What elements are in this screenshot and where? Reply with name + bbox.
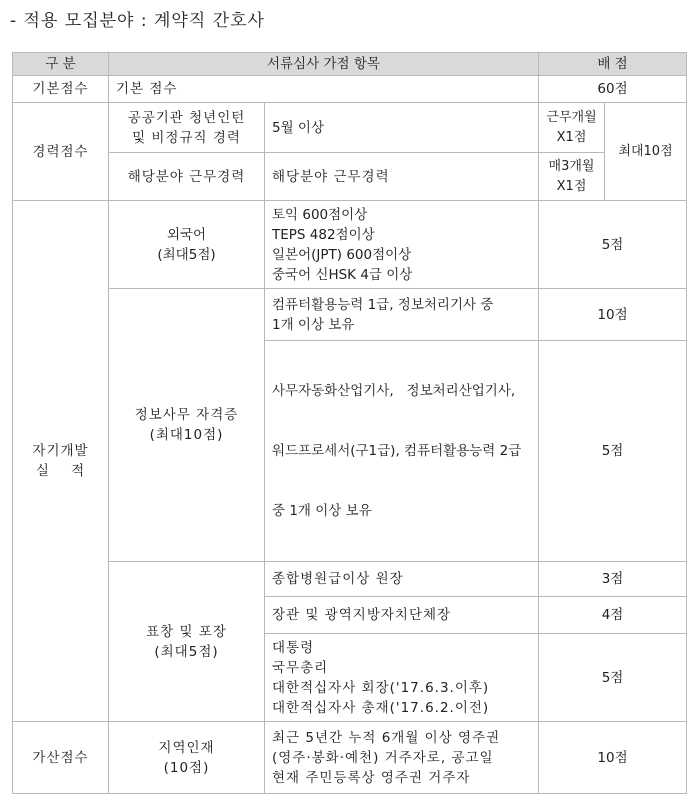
category-line: 실 적 [35, 463, 86, 479]
points-career-intern [539, 103, 605, 153]
item-line: 중 1개 이상 보유 [272, 503, 372, 519]
points-it-cert-1: 10점 [539, 289, 687, 341]
points-line: 근무개월 [546, 109, 597, 125]
sub-line: 공공기관 청년인턴 [127, 109, 246, 126]
sub-line: 외국어 [166, 226, 207, 243]
item-language [265, 201, 539, 289]
points-career-field [539, 153, 605, 201]
table-row [13, 153, 687, 201]
document-title: - 적용 모집분야 : 계약직 간호사 [10, 11, 265, 31]
points-career-max: 최대10점 [605, 103, 687, 201]
table-row [13, 201, 687, 289]
points-language: 5점 [539, 201, 687, 289]
scoring-table [12, 52, 687, 794]
header-category: 구 분 [13, 53, 109, 76]
sub-line: 표창 및 포장 [146, 623, 227, 640]
table-row [13, 562, 687, 597]
item-it-cert-1 [265, 289, 539, 341]
category-self-dev [13, 201, 109, 722]
sub-line: (10점) [163, 759, 210, 776]
item-line: 국무총리 [272, 659, 329, 676]
item-awards-1: 종합병원급이상 원장 [265, 562, 539, 597]
item-basic: 기본 점수 [109, 76, 539, 103]
item-line: 최근 5년간 누적 6개월 이상 영주권 [272, 729, 501, 746]
category-basic: 기본점수 [13, 76, 109, 103]
item-line: (영주·봉화·예천) 거주자로, 공고일 [272, 749, 494, 766]
category-bonus: 가산점수 [13, 722, 109, 794]
item-line: 워드프로세서(구1급), 컴퓨터활용능력 2급 [272, 443, 522, 459]
points-line: X1점 [556, 129, 587, 145]
points-line: X1점 [556, 178, 587, 194]
header-points: 배 점 [539, 53, 687, 76]
item-awards-3 [265, 634, 539, 722]
category-career: 경력점수 [13, 103, 109, 201]
table-row [13, 76, 687, 103]
points-basic: 60점 [539, 76, 687, 103]
table-row [13, 722, 687, 794]
item-line: TEPS 482점이상 [272, 226, 375, 243]
header-items: 서류심사 가점 항목 [109, 53, 539, 76]
table-row [13, 103, 687, 153]
points-awards-3: 5점 [539, 634, 687, 722]
item-line: 대한적십자사 총재('17.6.2.이전) [272, 699, 490, 716]
item-line: 토익 600점이상 [272, 206, 368, 223]
sub-line: 및 비정규직 경력 [132, 129, 241, 146]
table-row [13, 289, 687, 341]
item-awards-2: 장관 및 광역지방자치단체장 [265, 597, 539, 634]
sub-bonus [109, 722, 265, 794]
item-it-cert-2 [265, 341, 539, 562]
item-line: 대통령 [272, 639, 315, 656]
points-awards-1: 3점 [539, 562, 687, 597]
category-line: 자기개발 [32, 443, 89, 459]
points-bonus: 10점 [539, 722, 687, 794]
points-line: 매3개월 [548, 158, 595, 174]
item-line: 사무자동화산업기사, 정보처리산업기사, [272, 383, 516, 399]
sub-line: (최대5점) [157, 246, 216, 263]
sub-career-intern [109, 103, 265, 153]
item-line: 대한적십자사 회장('17.6.3.이후) [272, 679, 490, 696]
item-career-intern: 5월 이상 [265, 103, 539, 153]
points-it-cert-2: 5점 [539, 341, 687, 562]
sub-line: (최대10점) [149, 427, 224, 443]
sub-awards [109, 562, 265, 722]
item-career-field: 해당분야 근무경력 [265, 153, 539, 201]
table-header-row [13, 53, 687, 76]
sub-career-field: 해당분야 근무경력 [109, 153, 265, 201]
sub-line: (최대5점) [154, 643, 219, 660]
item-line: 컴퓨터활용능력 1급, 정보처리기사 중 [272, 296, 494, 313]
sub-line: 지역인재 [158, 739, 215, 756]
sub-it-cert [109, 289, 265, 562]
item-line: 1개 이상 보유 [272, 316, 355, 333]
points-awards-2: 4점 [539, 597, 687, 634]
sub-line: 정보사무 자격증 [134, 407, 239, 423]
item-line: 중국어 신HSK 4급 이상 [272, 266, 413, 283]
item-line: 일본어(JPT) 600점이상 [272, 246, 412, 263]
item-line: 현재 주민등록상 영주권 거주자 [272, 769, 471, 786]
sub-language [109, 201, 265, 289]
item-bonus [265, 722, 539, 794]
